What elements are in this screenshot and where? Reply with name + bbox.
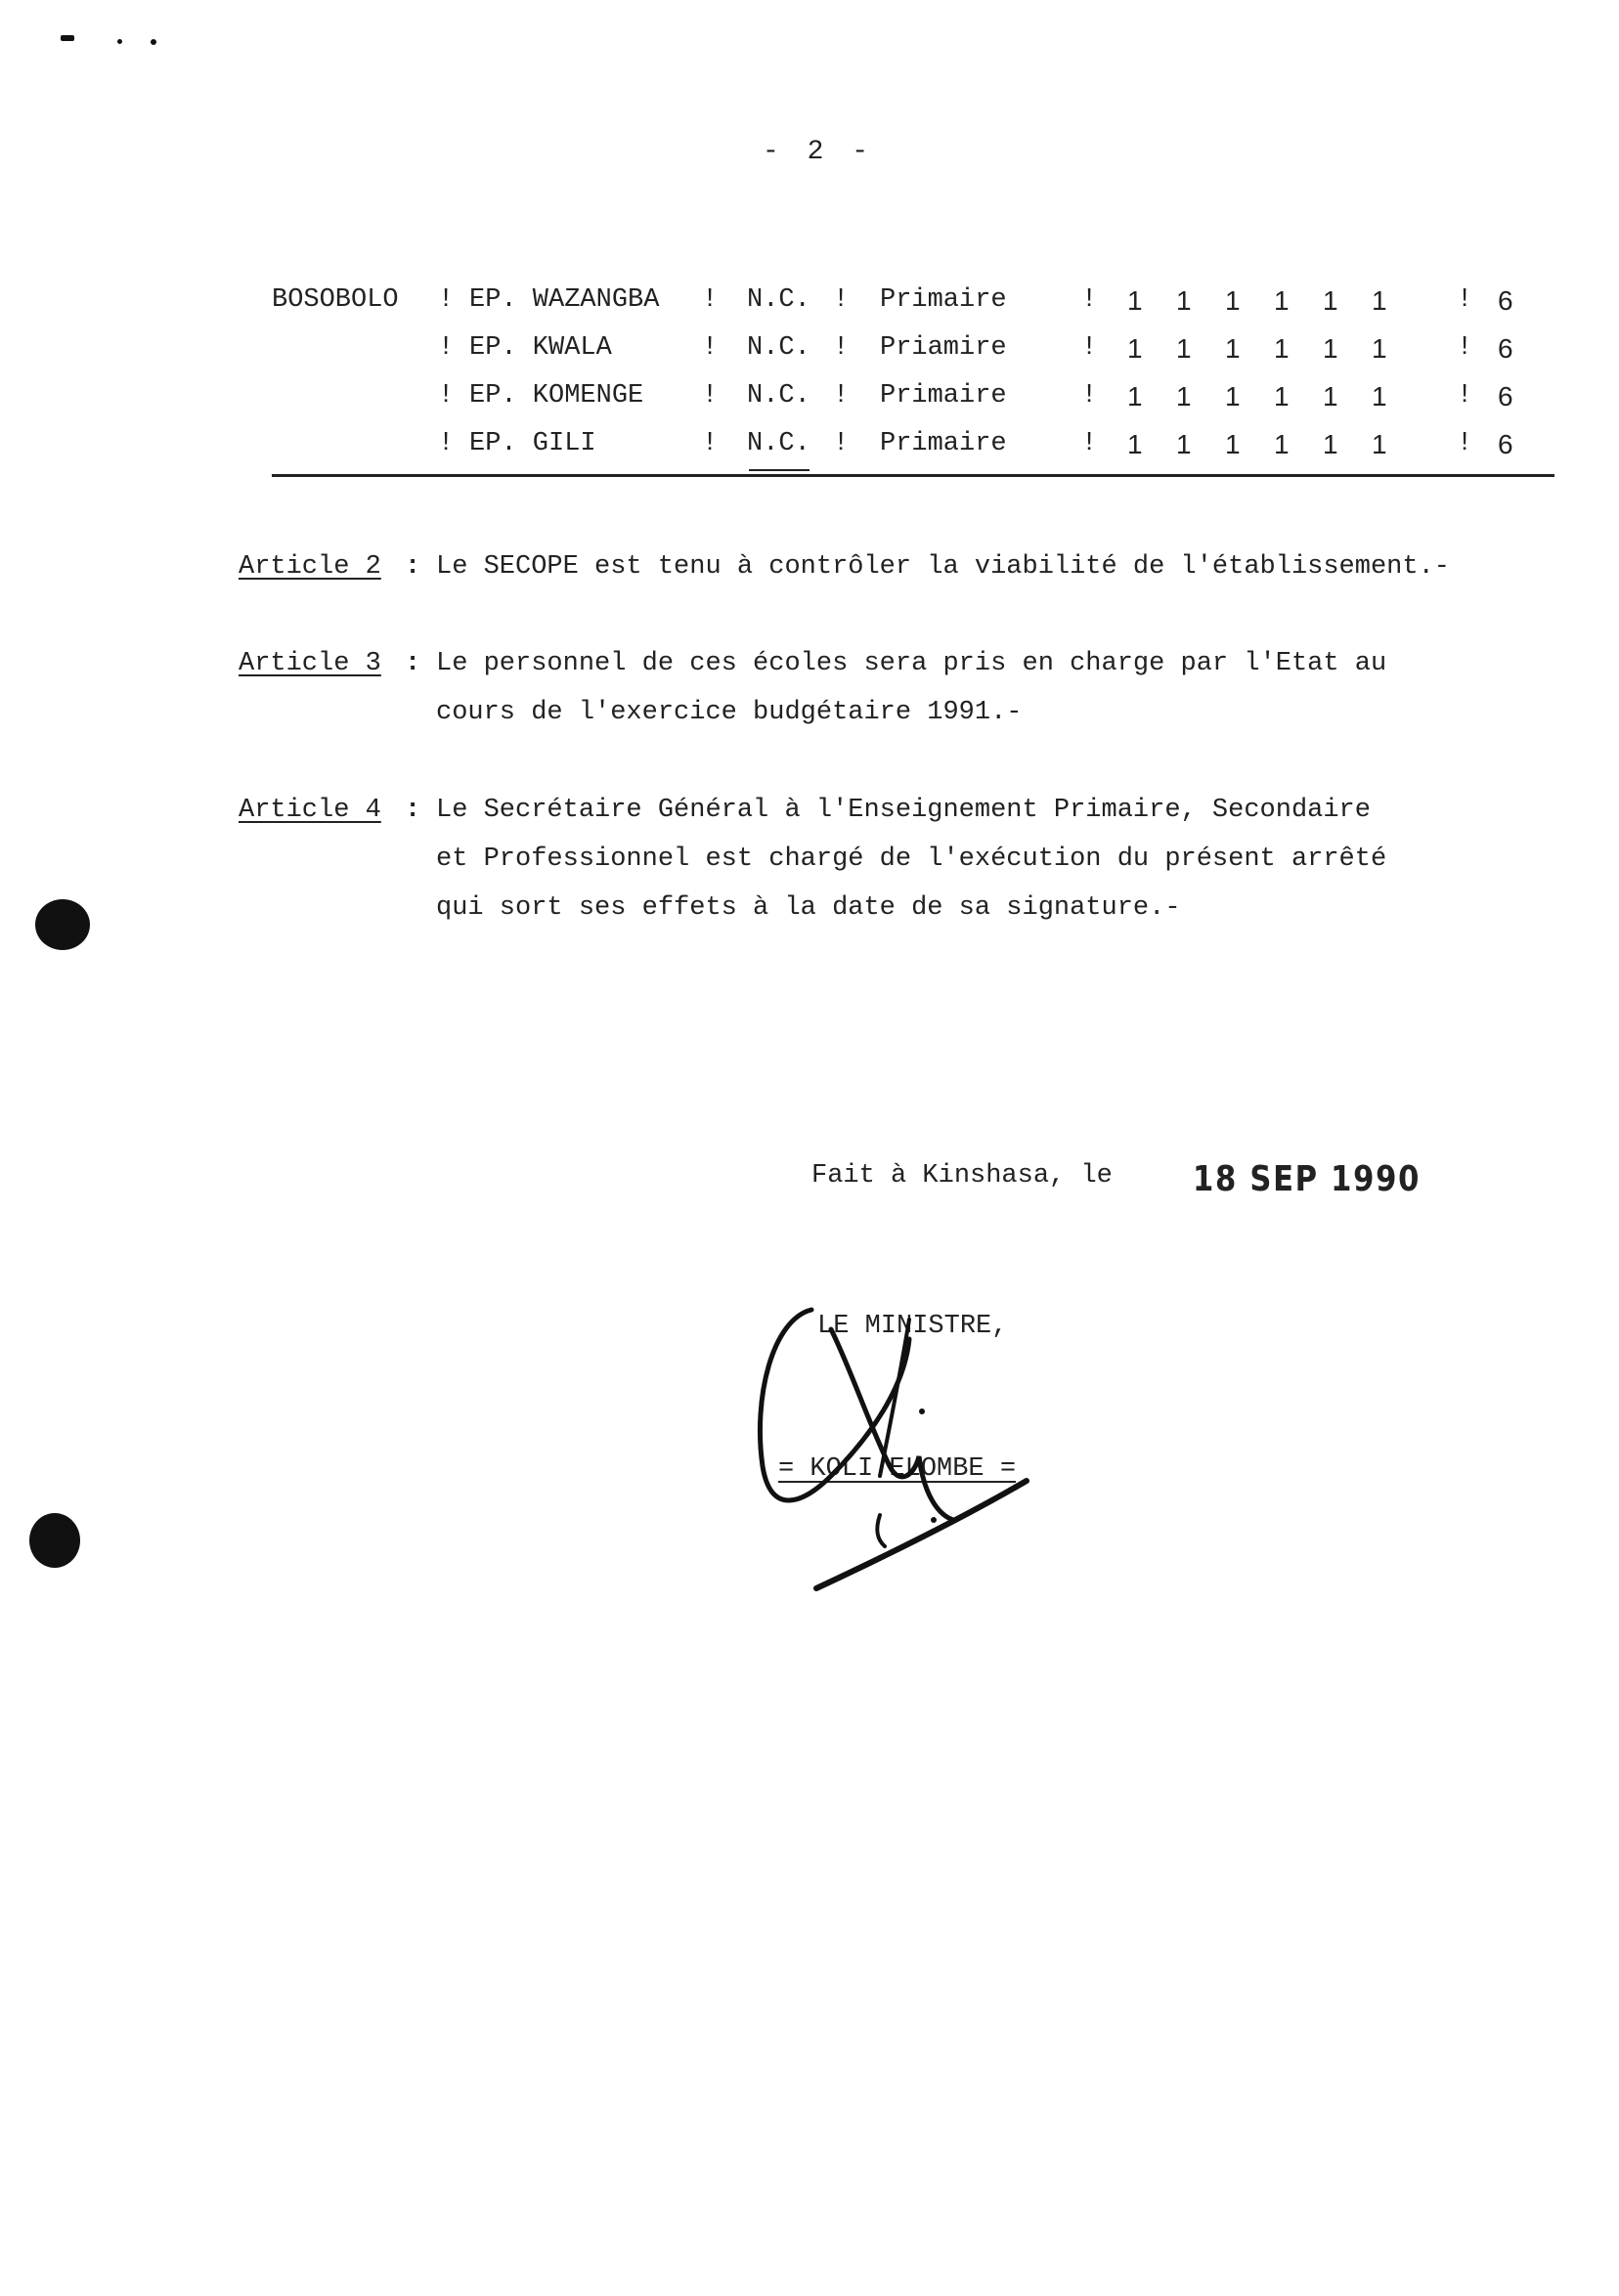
column-separator: ! bbox=[1081, 333, 1098, 363]
class-total: 6 bbox=[1498, 333, 1513, 364]
article-line: qui sort ses effets à la date de sa signature.- bbox=[436, 893, 1181, 923]
signoff-place: Fait à Kinshasa, le bbox=[811, 1161, 1113, 1191]
class-count: 1 bbox=[1176, 429, 1192, 459]
article-line: cours de l'exercice budgétaire 1991.- bbox=[436, 698, 1023, 727]
column-separator: ! bbox=[1457, 429, 1473, 458]
article-line: Le SECOPE est tenu à contrôler la viabilité de l'établissement.- bbox=[436, 552, 1450, 582]
minister-name: = KOLI ELOMBE = bbox=[778, 1454, 1017, 1484]
class-count: 1 bbox=[1225, 429, 1241, 459]
school-status: N.C. bbox=[747, 381, 810, 411]
minister-title: LE MINISTRE, bbox=[817, 1312, 1008, 1341]
punch-hole-bottom bbox=[29, 1513, 80, 1568]
article-label: Article 3 bbox=[239, 649, 381, 678]
column-separator: ! bbox=[438, 333, 455, 363]
class-count: 1 bbox=[1274, 285, 1290, 316]
class-count: 1 bbox=[1127, 333, 1143, 364]
article-colon: : bbox=[405, 796, 421, 825]
class-count: 1 bbox=[1176, 285, 1192, 316]
school-name: EP. KOMENGE bbox=[469, 381, 644, 411]
class-count: 1 bbox=[1127, 285, 1143, 316]
class-count: 1 bbox=[1127, 429, 1143, 459]
article-text bbox=[436, 542, 1450, 591]
table-row bbox=[0, 429, 1619, 468]
table-bottom-rule bbox=[272, 474, 1554, 477]
class-count: 1 bbox=[1176, 333, 1192, 364]
column-separator: ! bbox=[833, 333, 850, 363]
class-count: 1 bbox=[1372, 285, 1387, 316]
class-count: 1 bbox=[1274, 429, 1290, 459]
column-separator: ! bbox=[1081, 381, 1098, 411]
page-number: - 2 - bbox=[763, 137, 875, 167]
column-separator: ! bbox=[833, 285, 850, 315]
date-stamp: 18 SEP 1990 bbox=[1193, 1159, 1422, 1199]
article-line: Le Secrétaire Général à l'Enseignement Primaire, Secondaire bbox=[436, 796, 1371, 825]
column-separator: ! bbox=[702, 429, 719, 458]
school-level: Primaire bbox=[880, 285, 1007, 315]
scan-mark bbox=[151, 39, 156, 45]
school-name: EP. GILI bbox=[469, 429, 596, 458]
handwritten-signature bbox=[743, 1280, 1056, 1603]
article-line: et Professionnel est chargé de l'exécution du présent arrêté bbox=[436, 845, 1387, 874]
article-colon: : bbox=[405, 552, 421, 582]
class-count: 1 bbox=[1323, 381, 1338, 412]
column-separator: ! bbox=[1081, 285, 1098, 315]
class-count: 1 bbox=[1225, 333, 1241, 364]
column-separator: ! bbox=[702, 381, 719, 411]
class-count: 1 bbox=[1225, 381, 1241, 412]
class-count: 1 bbox=[1323, 285, 1338, 316]
class-total: 6 bbox=[1498, 381, 1513, 412]
school-level: Primaire bbox=[880, 381, 1007, 411]
article-colon: : bbox=[405, 649, 421, 678]
column-separator: ! bbox=[702, 333, 719, 363]
school-name: EP. WAZANGBA bbox=[469, 285, 660, 315]
article-label: Article 2 bbox=[239, 552, 381, 582]
school-status: N.C. bbox=[747, 333, 810, 363]
class-count: 1 bbox=[1127, 381, 1143, 412]
table-underline-mark bbox=[749, 469, 810, 471]
article-line: Le personnel de ces écoles sera pris en charge par l'Etat au bbox=[436, 649, 1387, 678]
column-separator: ! bbox=[438, 429, 455, 458]
school-status: N.C. bbox=[747, 285, 810, 315]
column-separator: ! bbox=[833, 381, 850, 411]
class-count: 1 bbox=[1225, 285, 1241, 316]
column-separator: ! bbox=[1457, 333, 1473, 363]
school-name: EP. KWALA bbox=[469, 333, 612, 363]
column-separator: ! bbox=[1081, 429, 1098, 458]
school-level: Primaire bbox=[880, 429, 1007, 458]
article-text bbox=[436, 786, 1386, 932]
class-count: 1 bbox=[1176, 381, 1192, 412]
scan-mark bbox=[117, 39, 122, 44]
district-name: BOSOBOLO bbox=[272, 285, 399, 315]
column-separator: ! bbox=[438, 381, 455, 411]
table-row bbox=[0, 333, 1619, 372]
table-row bbox=[0, 285, 1619, 325]
class-count: 1 bbox=[1372, 429, 1387, 459]
school-level: Priamire bbox=[880, 333, 1007, 363]
table-row bbox=[0, 381, 1619, 420]
class-count: 1 bbox=[1372, 381, 1387, 412]
article-text bbox=[436, 639, 1386, 737]
school-status: N.C. bbox=[747, 429, 810, 458]
punch-hole-top bbox=[35, 899, 90, 950]
class-count: 1 bbox=[1323, 429, 1338, 459]
class-count: 1 bbox=[1274, 381, 1290, 412]
article-label: Article 4 bbox=[239, 796, 381, 825]
class-count: 1 bbox=[1323, 333, 1338, 364]
column-separator: ! bbox=[702, 285, 719, 315]
class-total: 6 bbox=[1498, 285, 1513, 316]
column-separator: ! bbox=[833, 429, 850, 458]
class-total: 6 bbox=[1498, 429, 1513, 459]
scan-mark bbox=[61, 35, 74, 41]
class-count: 1 bbox=[1372, 333, 1387, 364]
column-separator: ! bbox=[438, 285, 455, 315]
column-separator: ! bbox=[1457, 285, 1473, 315]
column-separator: ! bbox=[1457, 381, 1473, 411]
class-count: 1 bbox=[1274, 333, 1290, 364]
